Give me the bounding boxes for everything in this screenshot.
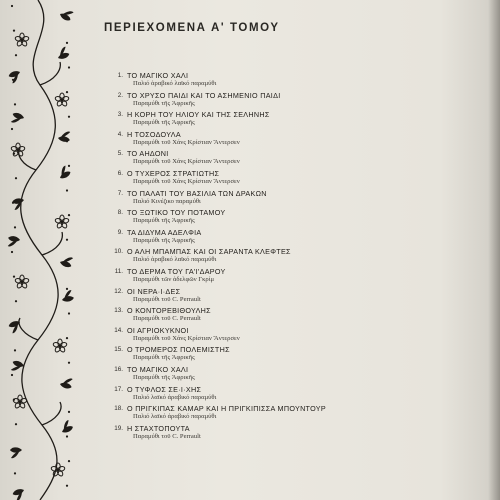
border-dot bbox=[13, 276, 15, 278]
border-flower bbox=[53, 339, 68, 353]
border-dot bbox=[13, 30, 15, 32]
border-dot bbox=[68, 312, 70, 314]
border-flower bbox=[11, 143, 26, 157]
entry-number: 11. bbox=[114, 268, 123, 275]
page-title: ΠΕΡΙΕΧΟΜΕΝΑ Α' ΤΟΜΟΥ bbox=[104, 22, 280, 34]
border-dot bbox=[68, 362, 70, 364]
border-dot bbox=[11, 128, 13, 130]
entry-number: 9. bbox=[117, 228, 123, 236]
border-leaf bbox=[61, 290, 75, 303]
toc-entry-6 bbox=[96, 170, 456, 190]
border-dot bbox=[11, 251, 13, 253]
border-dot bbox=[66, 91, 68, 93]
entry-source: Παραμύθι τοῦ Χάνς Κρίστιαν Ἄντερσεν bbox=[133, 158, 240, 166]
page-edge-shadow bbox=[488, 0, 500, 500]
border-dot bbox=[11, 374, 13, 376]
toc-entry-9 bbox=[96, 229, 456, 249]
entry-title: Ο ΤΥΧΕΡΟΣ ΣΤΡΑΤΙΩΤΗΣ bbox=[127, 169, 220, 178]
border-flower bbox=[15, 275, 30, 289]
entry-source: Παραμύθι τοῦ Χάνς Κρίστιαν Ἄντερσεν bbox=[133, 334, 240, 342]
entry-title: ΤΟ ΜΑΓΙΚΟ ΧΑΛΙ bbox=[127, 71, 189, 80]
entry-source: Παραμύθι τοῦ Χάνς Κρίστιαν Ἄντερσεν bbox=[133, 178, 240, 185]
border-dot bbox=[68, 460, 70, 462]
entry-number: 18. bbox=[114, 405, 123, 413]
entry-title: ΤΟ ΧΡΥΣΟ ΠΑΙΔΙ ΚΑΙ ΤΟ ΑΣΗΜΕΝΙΟ ΠΑΙΔΙ bbox=[127, 90, 281, 100]
border-flower bbox=[51, 463, 66, 477]
entry-number: 19. bbox=[114, 424, 123, 432]
border-leaf bbox=[12, 488, 27, 500]
toc-entry-4 bbox=[96, 131, 456, 151]
border-flower bbox=[55, 215, 70, 229]
entry-source: Παραμύθι τοῦ Χάνς Κρίστιαν Ἄντερσεν bbox=[133, 138, 240, 146]
border-dot bbox=[12, 448, 14, 450]
border-dot bbox=[66, 140, 68, 142]
border-dot bbox=[13, 399, 15, 401]
toc-entry-10 bbox=[96, 248, 456, 268]
entry-title: ΤΑ ΔΙΔΥΜΑ ΑΔΕΛΦΙΑ bbox=[127, 227, 202, 237]
border-dot bbox=[15, 423, 17, 425]
border-dot bbox=[66, 386, 68, 388]
entry-source: Παραμύθι τοῦ C. Perrault bbox=[133, 432, 201, 440]
border-leaf bbox=[10, 447, 22, 458]
border-dot bbox=[14, 472, 16, 474]
border-dot bbox=[12, 325, 14, 327]
border-dot bbox=[11, 5, 13, 7]
entry-source: Παλιό λαϊκό ἀραβικό παραμύθι bbox=[133, 393, 217, 401]
floral-border-ornament bbox=[0, 0, 90, 500]
entry-title: ΤΟ ΔΕΡΜΑ ΤΟΥ ΓΑ'Ι'ΔΑΡΟΥ bbox=[127, 267, 226, 276]
entry-number: 10. bbox=[114, 248, 123, 256]
border-flower bbox=[15, 33, 30, 47]
entry-title: Ο ΤΥΦΛΟΣ ΣΕ·Ι·ΧΗΣ bbox=[127, 384, 202, 394]
border-dot bbox=[68, 66, 70, 68]
border-dot bbox=[68, 214, 70, 216]
toc-entry-13 bbox=[96, 307, 456, 327]
entry-source: Παλιό ἀραβικό λαϊκό παραμύθι bbox=[133, 80, 217, 87]
toc-entry-7 bbox=[96, 190, 456, 210]
entry-source: Παλιό λαϊκό ἀραβικό παραμύθι bbox=[133, 413, 217, 421]
toc-entry-11 bbox=[96, 268, 456, 288]
border-leaf bbox=[8, 70, 23, 84]
entry-title: ΟΙ ΑΓΡΙΟΚΥΚΝΟΙ bbox=[127, 325, 189, 335]
border-leaf bbox=[55, 46, 70, 60]
border-dot bbox=[14, 226, 16, 228]
border-dot bbox=[66, 337, 68, 339]
border-dot bbox=[66, 42, 68, 44]
border-leaf bbox=[59, 7, 75, 22]
border-dot bbox=[15, 54, 17, 56]
border-leaf bbox=[59, 254, 74, 268]
entry-title: ΟΙ ΝΕΡΑ·Ι·ΔΕΣ bbox=[127, 286, 181, 296]
border-leaf bbox=[56, 165, 72, 180]
entry-number: 13. bbox=[114, 307, 123, 315]
entry-number: 2. bbox=[117, 91, 123, 99]
toc-entry-8 bbox=[96, 209, 456, 229]
entry-number: 14. bbox=[114, 326, 123, 334]
toc-entry-18 bbox=[96, 405, 456, 425]
border-dot bbox=[15, 300, 17, 302]
entry-number: 5. bbox=[117, 150, 123, 158]
border-leaf bbox=[7, 235, 21, 248]
entry-title: ΤΟ ΜΑΓΙΚΟ ΧΑΛΙ bbox=[127, 365, 189, 374]
entry-title: Η ΤΟΣΟΔΟΥΛΑ bbox=[127, 129, 181, 139]
border-dot bbox=[12, 202, 14, 204]
border-dot bbox=[15, 177, 17, 179]
entry-title: Ο ΑΛΗ ΜΠΑΜΠΑΣ ΚΑΙ ΟΙ ΣΑΡΑΝΤΑ ΚΛΕΦΤΕΣ bbox=[127, 247, 291, 257]
border-dot bbox=[68, 17, 70, 19]
border-leaf bbox=[10, 111, 25, 125]
entry-title: Ο ΠΡΙΓΚΙΠΑΣ ΚΑΜΑΡ ΚΑΙ Η ΠΡΙΓΚΙΠΙΣΣΑ ΜΠΟΥΝΤΟΥΡ bbox=[127, 404, 326, 414]
toc-entry-16 bbox=[96, 366, 456, 386]
entry-number: 16. bbox=[114, 366, 123, 373]
border-dot bbox=[68, 165, 70, 167]
entry-source: Παλιό ἀραβικό λαϊκό παραμύθι bbox=[133, 256, 217, 264]
toc-entry-17 bbox=[96, 386, 456, 406]
border-dot bbox=[66, 485, 68, 487]
border-dot bbox=[66, 239, 68, 241]
border-leaf bbox=[12, 197, 26, 210]
toc-entry-15 bbox=[96, 346, 456, 366]
entry-title: ΤΟ ΞΩΤΙΚΟ ΤΟΥ ΠΟΤΑΜΟΥ bbox=[127, 208, 226, 218]
entry-title: Η ΣΤΑΧΤΟΠΟΥΤΑ bbox=[127, 423, 190, 433]
entry-source: Παραμύθι τοῦ C. Perrault bbox=[133, 315, 201, 323]
entry-source: Παραμύθι τῆς Ἀφρικῆς bbox=[133, 99, 195, 107]
entry-source: Παραμύθι τοῦ C. Perrault bbox=[133, 295, 201, 303]
border-dot bbox=[66, 435, 68, 437]
entry-source: Παραμύθι τῆς Ἀφρικῆς bbox=[133, 374, 195, 381]
entry-title: Ο ΚΟΝΤΟΡΕΒΙΘΟΥΛΗΣ bbox=[127, 306, 211, 316]
toc-entry-19 bbox=[96, 425, 456, 445]
border-dot bbox=[68, 411, 70, 413]
toc-entry-14 bbox=[96, 327, 456, 347]
border-dot bbox=[13, 153, 15, 155]
entry-source: Παραμύθι τῆς Ἀφρικῆς bbox=[133, 217, 195, 225]
border-flower bbox=[55, 93, 70, 107]
border-leaf bbox=[59, 419, 74, 434]
entry-number: 8. bbox=[117, 209, 123, 217]
border-dot bbox=[14, 349, 16, 351]
toc-entry-5 bbox=[96, 150, 456, 170]
entry-number: 3. bbox=[117, 111, 123, 119]
border-dot bbox=[66, 288, 68, 290]
entry-source: Παραμύθι τῆς Ἀφρικῆς bbox=[133, 354, 195, 362]
entry-number: 7. bbox=[117, 189, 123, 197]
entry-title: ΤΟ ΑΗΔΟΝΙ bbox=[127, 149, 169, 159]
entry-number: 6. bbox=[117, 170, 123, 177]
border-dot bbox=[14, 103, 16, 105]
border-dot bbox=[68, 116, 70, 118]
entry-number: 1. bbox=[117, 72, 123, 79]
border-dot bbox=[12, 79, 14, 81]
entry-title: Η ΚΟΡΗ ΤΟΥ ΗΛΙΟΥ ΚΑΙ ΤΗΣ ΣΕΛΗΝΗΣ bbox=[127, 110, 270, 120]
toc-entry-12 bbox=[96, 288, 456, 308]
entry-number: 4. bbox=[117, 130, 123, 138]
entry-source: Παραμύθι τῶν ἀδελφῶν Γκρίμ bbox=[133, 276, 214, 283]
entry-title: Ο ΤΡΟΜΕΡΟΣ ΠΟΛΕΜΙΣΤΗΣ bbox=[127, 345, 230, 355]
toc-entry-2 bbox=[96, 92, 456, 112]
border-dot bbox=[66, 189, 68, 191]
entry-number: 15. bbox=[114, 346, 123, 354]
entry-source: Παλιό Κινέζικο παραμύθι bbox=[133, 197, 201, 205]
entry-title: ΤΟ ΠΑΛΑΤΙ ΤΟΥ ΒΑΣΙΛΙΑ ΤΩΝ ΔΡΑΚΩΝ bbox=[127, 188, 267, 198]
entry-source: Παραμύθι τῆς Ἀφρικῆς bbox=[133, 236, 195, 244]
entry-number: 17. bbox=[114, 385, 123, 393]
border-dot bbox=[68, 263, 70, 265]
toc-entry-3 bbox=[96, 111, 456, 131]
entry-source: Παραμύθι τῆς Ἀφρικῆς bbox=[133, 119, 195, 127]
border-leaf bbox=[58, 130, 72, 143]
entry-number: 12. bbox=[114, 287, 123, 295]
toc-entry-1 bbox=[96, 72, 456, 92]
